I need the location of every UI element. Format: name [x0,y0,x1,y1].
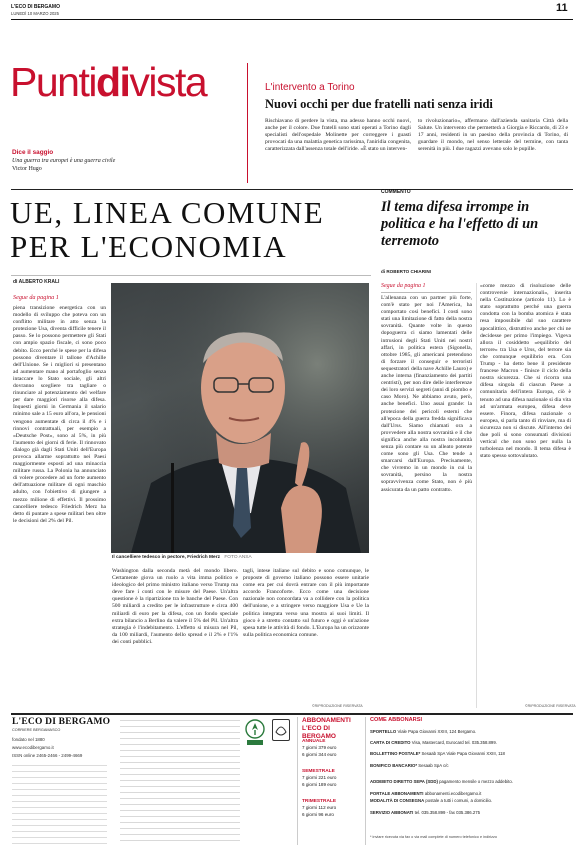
how-text: Sesaab SpA Viale Papa Giovanni XXIII, 118 [421,751,505,756]
plan-line: 7 giorni 112 euro [302,805,337,810]
plan-line: 6 giorni 344 euro [302,752,337,757]
commento-copyright: ©RIPRODUZIONE RISERVATA [525,704,576,708]
page-number: 11 [556,2,568,14]
commento-col2: «come mezzo di risoluzione delle controversie internazionali», inserita nella Costituzione (articolo 11). Lo è stato soprattutto perché una guerra condotta con la bomba atomica è stata resa impossibile dal suo carattere apocalittico, distruttivo anche per chi ne decidesse per primo l'impiego. Vigeva allora il cosiddetto «equilibrio del terrore» tra Usa e Urss, del terrore sia che comunque equilibrio era. Con Trump - ha detto bene il presidente francese Macron - finisce il ciclo della nostra sicurezza. Che si ricorra una difesa singola di ciascun Paese a comunitaria dell'intera Europa, ciò è tenuto ad una difesa nazionale si dia vita ad un'armata europea, difesa deve essere. Finora, difesa nazionale o europea, si parla tanto di rinviare, ma di sicurezza non si discute. All'interno dei due poli si sono consumati divisioni vertical che non sono per nulla la turbolenza nel mondo. Il tema difesa è stato spesso sottovalutato. [480,283,571,460]
footer-subtitle: CORRIERE BERGAMASCO [12,728,61,732]
how-item [370,740,573,751]
quote-text: Una guerra tra europei è una guerra civile [12,158,116,164]
footer-issn: ISSN online 2465-2466 - 2499-4669 [12,753,83,758]
plan-annuale [302,739,362,758]
plan-line: 7 giorni 221 euro [302,775,337,780]
how-item [370,729,573,740]
how-item [370,763,573,779]
commento-label: COMMENTO [381,189,411,195]
how-title: COME ABBONARSI [370,717,423,723]
photo-credit: FOTO ANSA [224,555,252,560]
footer-logo: L'ECO DI BERGAMO [12,717,111,727]
plan-trimestrale [302,799,362,818]
how-item [370,791,573,798]
how-text: abbonamenti.ecodibergamo.it [424,791,482,796]
sidebar-col2: to rivoluzionario», affermano dall'azienda sanitaria Città della Salute. Un intervento che permetterà a Giorgia e Riccardo, di 23 e 17 anni, residenti in un paesino della provincia di Torino, di guardare il mondo, nel senso letterale del termine, con tanta serenità in più. I due ragazzi avevano solo le pupille. [418,118,568,153]
how-text: Visa, Mastercard, Eurocard tel. 035.358.899. [411,740,497,745]
how-label: ADDEBITO DIRETTO SEPA (SDD) [370,779,438,784]
how-text: tel. 035.358.899 - fax 035.386.275 [414,810,481,815]
plan-name: SEMESTRALE [302,769,335,774]
footer-founded: fondato nel 1880 [12,737,45,742]
how-item [370,751,573,763]
main-byline: di ALBERTO KRALI [13,279,60,285]
plan-name: TRIMESTRALE [302,799,337,804]
sidebar-col1: Rischiavano di perdere la vista, ma adesso hanno occhi nuovi, anche per il colore. Due fratelli sono stati operati a Torino dagli specialisti dell'ospedale Molinette per correggere i guasti provocati da una malattia genetica rarissima, l'aniridia congenita, caratterizzata dall'assenza totale dell'iride. «È stato un interven- [265,118,411,153]
how-text: Viale Papa Giovanni XXIII, 124 Bergamo. [397,729,477,734]
plan-line: 6 giorni 96 euro [302,812,334,817]
how-item [370,810,573,822]
how-text: postale a tutti i comuni, a domicilio. [425,798,493,803]
how-item [370,779,573,791]
section-title-c: vista [129,59,207,105]
main-bottom-col1: Washington dalla seconda metà del mondo libero. Certamente giova un ruolo a vita imma politico e ideologico del primo ministro italiano verso Trump ma deve fare i conti con le misure del Paese. Un'altra questione è la ripartizione tra le banche del Paese. Con 500 miliardi a credito per le infrastrutture e circa 400 miliardi di euro per la difesa, con un fondo speciale extra bilancio a Berlino da valere il 5% del Pil. Un'altra strategia è l'indebitamento. L'effetto si misura nel Pil, da 100 miliardi, l'aumento dello spread e il 2% e l'1% dei conti pubblici. [112,568,238,645]
abbonamenti-title: ABBONAMENTI L'ECO DI BERGAMO [302,717,351,740]
certification-mark [272,719,290,741]
how-item [370,798,573,810]
plan-line: 7 giorni 379 euro [302,745,337,750]
sidebar-kicker: L'intervento a Torino [265,82,355,93]
section-title [10,60,206,104]
main-continue: Segue da pagina 1 [13,294,59,301]
photo [111,283,369,553]
commento-continue: Segue da pagina 1 [381,283,426,289]
pefc-logo [244,719,266,747]
main-col1: piena transizione energetica con un modello di sviluppo che poteva con un conflitto militare in atto senza la protezione Usa, diventa difficile tenere il passo. Se lo possono permettere gli Stati con ampio spazio fiscale, ci sono poco debito. Ecco perché le spese per la difesa possono diventare il tallone d'Achille dell'Unione. Se i migliori si presentano ad aumentare mano al portafoglio senza intaccare lo Stato sociale, gli altri dovranno scegliere tra tagliare o rinunciare al potenziamento del welfare per dare maggiori risorse alla difesa. Inquesti giorni in Germania il salario minimo sale a 15 euro all'ora, le pensioni vengono aumentate di circa il 4% e i rinnovi contrattuali, per esempio a «Deutsche Post», sono al 5%, in più l'aumento dei giorni di ferie. Il rinnovato dialogo già dagli Stati Uniti dell'Europa provoca allarme soprattutto nei Paesi maggiormente esposti ad una minaccia militare russa. La Polonia ha annunciato di volere procedere ad un forte aumento dell'attuazione militare di ogni maschio adulto, con l'obiettivo di giungere a mezzo milione di effettivi. Il prossimo cancelliere tedesco Friedrich Merz ha detto di puntare a spese militari ben oltre le decisioni del 2% del Pil. [13,305,106,524]
plan-name: ANNUALE [302,739,326,744]
newspaper-name: L'ECO DI BERGAMO [11,4,60,10]
issue-date: LUNEDÌ 10 MARZO 2025 [11,11,59,16]
photo-caption [112,555,369,560]
footer-imprint [120,717,240,845]
how-label: MODALITÀ DI CONSEGNA [370,798,425,803]
sidebar-headline: Nuovi occhi per due fratelli nati senza iridi [265,97,493,111]
how-label: SPORTELLO [370,729,397,734]
how-list [370,729,573,822]
merz-photo-illustration [111,283,369,553]
commento-byline: di ROBERTO CHIARINI [381,269,431,274]
how-text: pagamento mensile o mezzo addebito. [439,779,513,784]
plan-line: 6 giorni 189 euro [302,782,337,787]
how-label: PORTALE ABBONAMENTI [370,791,424,796]
how-label: SERVIZIO ABBONATI [370,810,414,815]
footer-website: www.ecodibergamo.it [12,745,54,750]
quote-label: Dice il saggio [12,149,54,156]
plan-semestrale [302,769,362,788]
commento-col1: L'allenanza con un partner più forte, com'è stato per noi l'America, ha comportato così benefici. I costi sono stati una limitazione di fatto della nostra sovranità. Quante volte in questo dopoguerra ci siamo lamentati delle intrusioni degli Stati Uniti nei nostri affari, in politica estera (Sigonella, ottobre 1985, gli americani pretendono di forzare il conseguir e terroristi sequestratori della nave Achille Lauro) e anche interna (finanziamento dei partiti centristi), per non dire delle interferenze dei loro servizi segreti (anni di piombo e caso Moro). Ne abbiamo avuto, però, anche benefici. Uno assai grande: la protezione dei pericoli esterni che all'epoca della guerra fredda significava dall'Urss. Siamo chiamati ora a provvedere alla nostra sovranità e il che significa anche alla nostra incolumità senza più contare su un alleato potente come sono gli Usa. Che tende a smarcarsi dall'Europa. Precisamente, che vivremo in un mondo in cui la sovranità, persino la nostra sopravvivenza come Stato, non è più assicurata da un patto contratto. [381,295,472,493]
section-title-a: Punti [10,59,96,105]
main-bottom-col2: tagli, intese italiane sul debito e sono comunque, le proposte di governo italiano possono essere unitarie come era per cui dovrà entrare con il più importante accordo Francoforte. Ecco come una decisione nazionale non concordata va a collidere con la politica dell'unione, e a stringere verso maggiore Usa e Ue la politica integrata verso una mostra ai suoi limiti. Il gioco è a stretto contatto sul futuro e oggi è un'azione spesa tutte le attività di fondo. L'Europa ha un orizzonte sulla politica economica comune. [243,568,369,638]
section-title-b: di [95,59,130,105]
footer-staff-list [12,762,107,846]
commento-headline: Il tema difesa irrompe in politica e ha l'effetto di un terremoto [381,199,539,249]
how-text: Sesaab SpA c/c [418,763,449,768]
how-label: BONIFICO BANCARIO* [370,763,418,768]
main-headline: UE, LINEA COMUNE PER L'ECONOMIA [10,195,325,264]
quote-author: Victor Hugo [12,166,42,172]
how-label: CARTA DI CREDITO [370,740,411,745]
photo-caption-text: Il cancelliere tedesco in pectore, Friedrich Merz [112,555,220,560]
how-label: BOLLETTINO POSTALE* [370,751,421,756]
main-copyright: ©RIPRODUZIONE RISERVATA [312,704,363,708]
footnote: * inviare ricevuta via fax o via mail complete di numero telefonico e indirizzo [370,835,498,839]
